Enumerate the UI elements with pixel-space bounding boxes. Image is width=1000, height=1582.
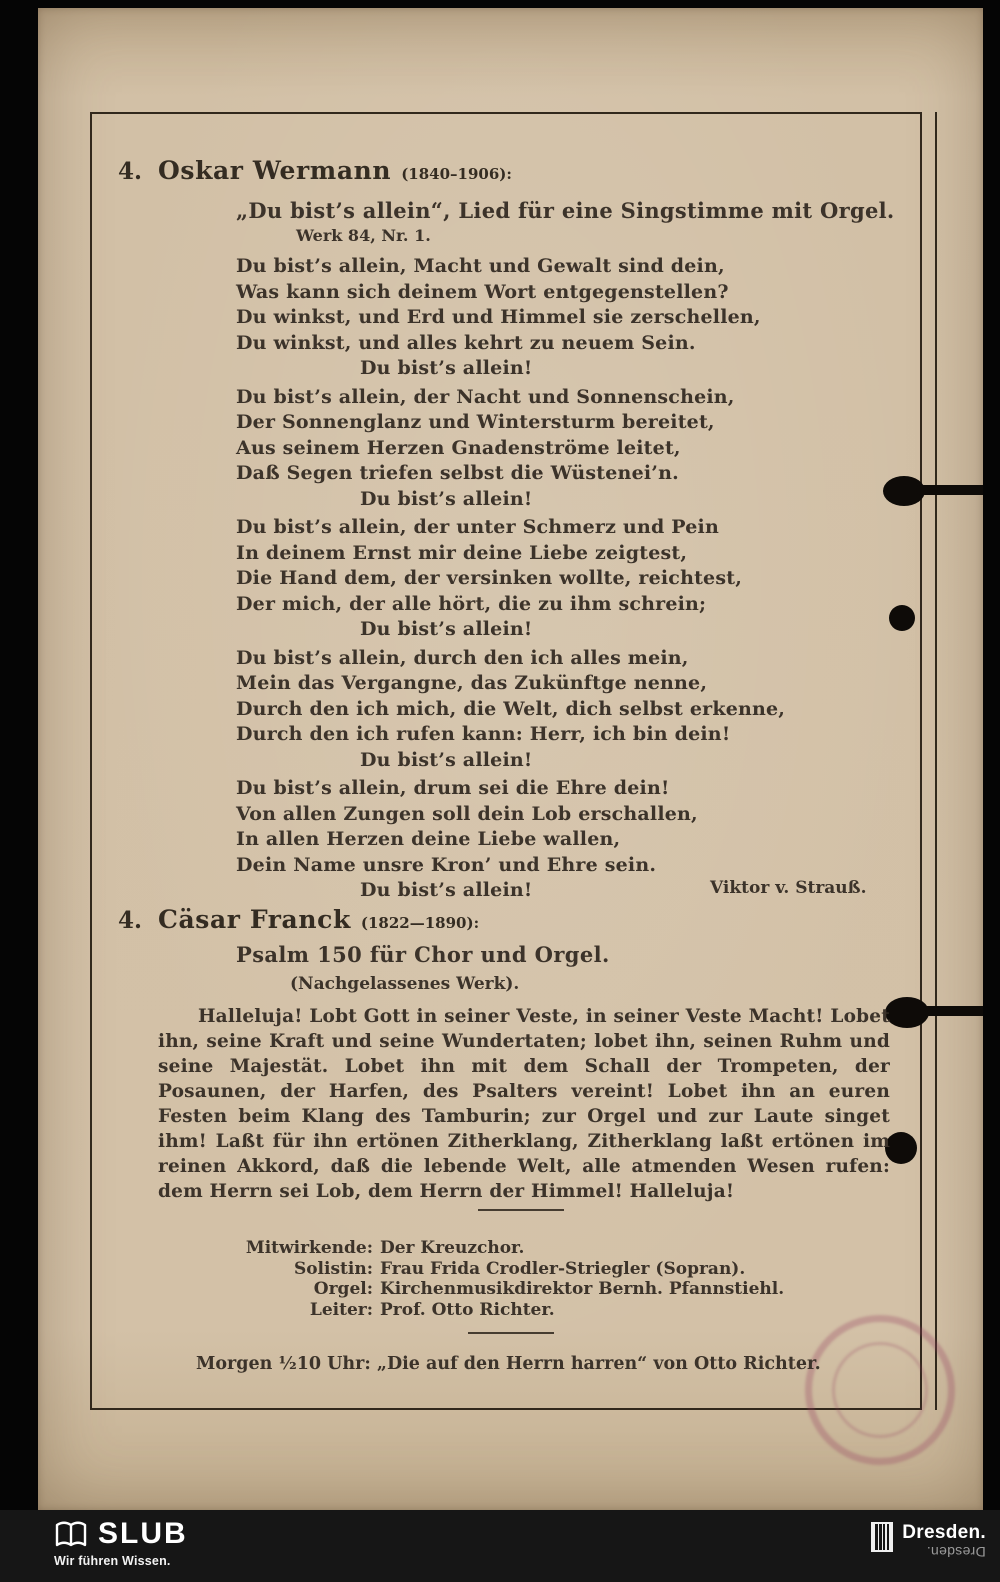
dresden-wordmark: Dresden. — [902, 1522, 986, 1543]
poem-line: In deinem Ernst mir deine Liebe zeigtest, — [236, 541, 688, 564]
poem-line: Durch den ich mich, die Welt, dich selbst erkenne, — [236, 697, 786, 720]
poem-line: Der mich, der alle hört, die zu ihm schrein; — [236, 592, 707, 615]
stanza — [236, 646, 785, 774]
stanza — [236, 254, 785, 382]
poem-line: Du bist’s allein, durch den ich alles mein, — [236, 646, 689, 669]
credit-label: Leiter: — [309, 1299, 373, 1320]
document-page — [38, 8, 983, 1510]
stanza — [236, 515, 785, 643]
section-number: 4. — [118, 907, 143, 934]
section-number: 4. — [118, 158, 143, 185]
dresden-wordmark-reflection: Dresden. — [926, 1544, 986, 1560]
poem-line: Aus seinem Herzen Gnadenströme leitet, — [236, 436, 681, 459]
stanza — [236, 385, 785, 513]
ink-blot-streak — [920, 1006, 983, 1016]
viewer-footer-bar — [0, 1510, 1000, 1582]
poet-attribution: Viktor v. Strauß. — [710, 878, 867, 898]
slub-book-icon — [54, 1519, 88, 1549]
page-border-outer-line — [935, 112, 937, 1410]
poem-line: Von allen Zungen soll dein Lob erschallen, — [236, 802, 698, 825]
poem-refrain: Du bist’s allein! — [360, 487, 533, 510]
ink-blot — [889, 605, 915, 631]
credit-label: Mitwirkende: — [245, 1238, 373, 1258]
divider-rule — [468, 1332, 554, 1334]
poem-line: Die Hand dem, der versinken wollte, reichtest, — [236, 567, 743, 589]
work-title: „Du bist’s allein“, Lied für eine Singstimme mit Orgel. — [236, 198, 895, 223]
poem-line: Der Sonnenglanz und Wintersturm bereitet, — [236, 411, 715, 433]
psalm-text: Halleluja! Lobt Gott in seiner Veste, in seiner Veste Macht! Lobet ihn, seine Kraft und seine Wundertaten; lobet ihn, seinen Ruhm und seine Majestät. Lobet ihn mit dem Schall der Trompeten, der Posaunen, der Harfen, des Psalters vereint! Lobet ihn an euren Festen beim Klang des Tamburin; zur Orgel und zur Laute singet ihm! Laßt für ihn ertönen Zitherklang, Zitherklang laßt ertönen im reinen Akkord, daß die lebende Welt, alle atmenden Wesen rufen: dem Herrn sei Lob, dem Herrn der Himmel! Halleluja! — [158, 1006, 890, 1202]
work-title: Psalm 150 für Chor und Orgel. — [236, 942, 610, 967]
divider-rule — [478, 1209, 564, 1211]
poem — [236, 254, 785, 907]
credit-value: Prof. Otto Richter. — [380, 1299, 555, 1320]
poem-line: Du bist’s allein, Macht und Gewalt sind dein, — [236, 255, 725, 277]
work-opus: Werk 84, Nr. 1. — [296, 226, 431, 245]
library-stamp — [805, 1315, 955, 1465]
poem-refrain: Du bist’s allein! — [360, 618, 533, 640]
next-concert-notice: Morgen ½10 Uhr: „Die auf den Herrn harren“ von Otto Richter. — [196, 1354, 821, 1374]
poem-refrain: Du bist’s allein! — [360, 748, 533, 771]
poem-line: Was kann sich deinem Wort entgegenstellen? — [236, 280, 729, 303]
poem-line: Dein Name unsre Kron’ und Ehre sein. — [236, 853, 657, 876]
poem-line: Du bist’s allein, der Nacht und Sonnenschein, — [236, 385, 735, 408]
poem-line: Durch den ich rufen kann: Herr, ich bin dein! — [236, 723, 731, 745]
poem-line: In allen Herzen deine Liebe wallen, — [236, 828, 621, 850]
composer-name: Oskar Wermann — [158, 156, 392, 185]
credit-value: Kirchenmusikdirektor Bernh. Pfannstiehl. — [380, 1279, 785, 1299]
credits-list — [188, 1238, 784, 1320]
credit-label: Solistin: — [293, 1258, 373, 1279]
dresden-bars-icon — [871, 1522, 893, 1552]
stanza — [236, 776, 785, 904]
slub-logo[interactable] — [54, 1517, 188, 1568]
composer-name: Cäsar Franck — [158, 905, 351, 934]
poem-line: Du winkst, und Erd und Himmel sie zerschellen, — [236, 306, 761, 328]
credit-value: Frau Frida Crodler-Striegler (Sopran). — [380, 1258, 746, 1279]
composer-dates: (1840–1906): — [401, 165, 512, 183]
credit-value: Der Kreuzchor. — [380, 1238, 525, 1258]
poem-line: Daß Segen triefen selbst die Wüstenei’n. — [236, 462, 679, 484]
slub-tagline: Wir führen Wissen. — [54, 1554, 171, 1568]
section2-heading — [118, 905, 479, 934]
slub-wordmark: SLUB — [98, 1517, 188, 1550]
poem-line: Du bist’s allein, drum sei die Ehre dein! — [236, 777, 670, 799]
dresden-logo[interactable] — [871, 1522, 986, 1560]
credit-label: Orgel: — [313, 1279, 373, 1299]
poem-refrain: Du bist’s allein! — [360, 357, 533, 379]
composer-dates: (1822—1890): — [360, 914, 480, 932]
poem-refrain: Du bist’s allein! — [360, 879, 533, 901]
work-subtitle: (Nachgelassenes Werk). — [290, 974, 520, 994]
poem-line: Du bist’s allein, der unter Schmerz und Pein — [236, 516, 719, 538]
poem-line: Mein das Vergangne, das Zukünftge nenne, — [236, 672, 708, 694]
ink-blot-streak — [916, 485, 983, 495]
section1-heading — [118, 156, 512, 185]
poem-line: Du winkst, und alles kehrt zu neuem Sein. — [236, 331, 696, 354]
